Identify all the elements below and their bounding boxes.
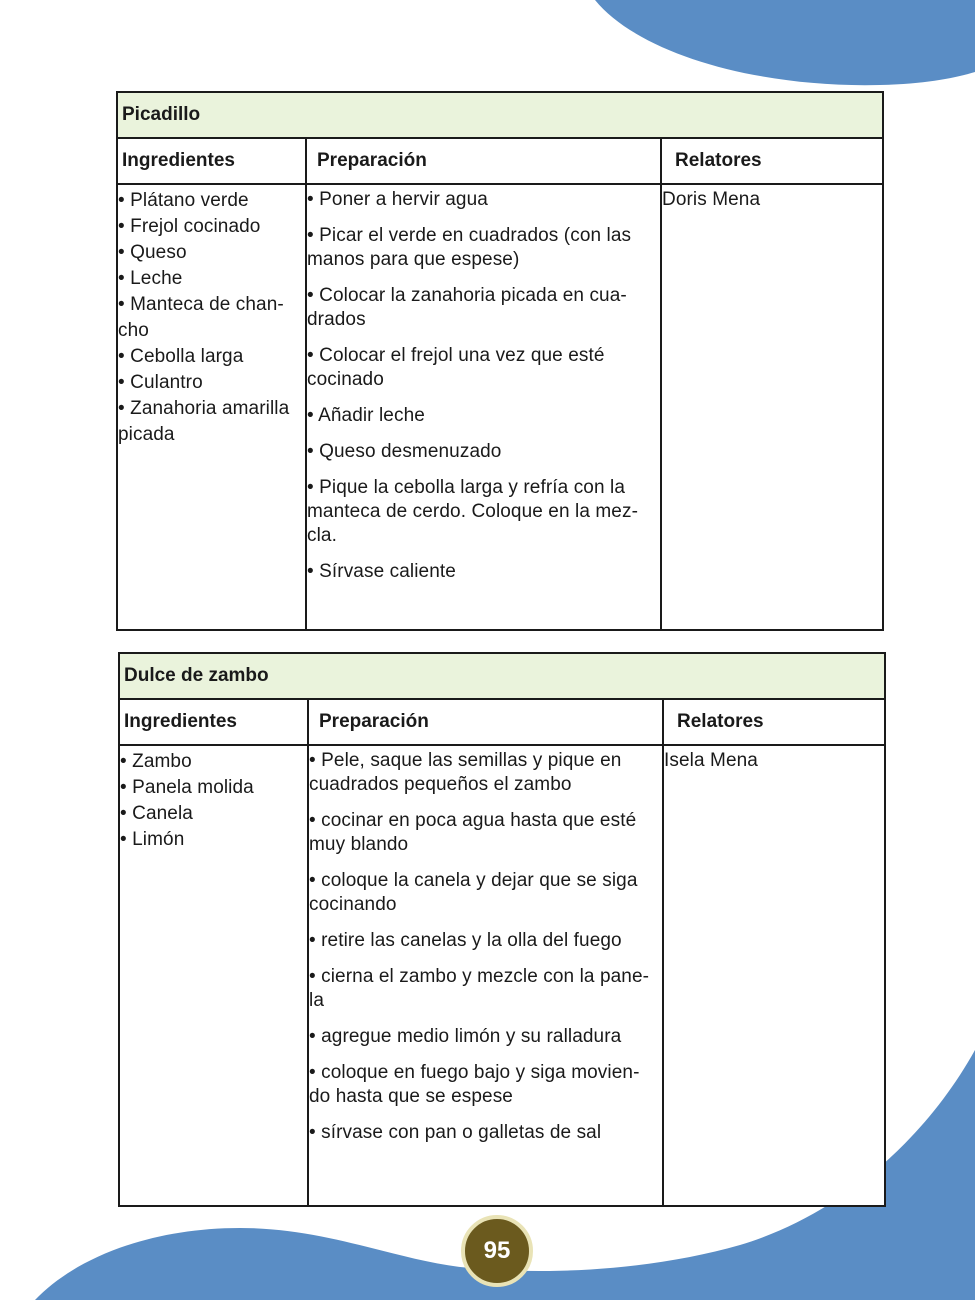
ingredients-list [118, 185, 305, 448]
ingredient-item: • Manteca de chan-cho [118, 294, 284, 341]
preparation-steps [309, 746, 662, 1145]
preparation-cell [306, 184, 661, 630]
preparation-step: • Pele, saque las semillas y pique en cuadrados pequeños el zambo [309, 750, 622, 795]
recipe-table-picadillo [116, 91, 884, 631]
preparation-step: • Sírvase caliente [307, 561, 456, 582]
preparation-step: • agregue medio limón y su ralladura [309, 1026, 622, 1047]
preparation-step: • Picar el verde en cuadrados (con las manos para que espese) [307, 225, 632, 270]
preparation-step: • retire las canelas y la olla del fuego [309, 930, 622, 951]
preparation-step: • Poner a hervir agua [307, 189, 488, 210]
ingredient-item: • Leche [118, 268, 183, 289]
narrator-name: Doris Mena [662, 189, 761, 210]
preparation-cell [308, 745, 663, 1206]
ingredients-list [120, 746, 307, 853]
ingredient-item: • Culantro [118, 372, 203, 393]
preparation-step: • sírvase con pan o galletas de sal [309, 1122, 602, 1143]
recipe-table-dulce-de-zambo [118, 652, 886, 1207]
recipe-title: Picadillo [117, 92, 883, 138]
preparation-step: • Colocar el frejol una vez que esté cocinado [307, 345, 605, 390]
narrators-header: Relatores [663, 699, 885, 745]
narrators-header: Relatores [661, 138, 883, 184]
preparation-step: • Pique la cebolla larga y refría con la manteca de cerdo. Coloque en la mez-cla. [307, 477, 639, 546]
ingredient-item: • Panela molida [120, 777, 254, 798]
ingredient-item: • Plátano verde [118, 190, 249, 211]
ingredient-item: • Limón [120, 829, 185, 850]
preparation-step: • Queso desmenuzado [307, 441, 502, 462]
ingredients-cell [117, 184, 306, 630]
ingredients-header: Ingredientes [119, 699, 308, 745]
ingredient-item: • Queso [118, 242, 187, 263]
preparation-header: Preparación [306, 138, 661, 184]
top-right-wave [595, 0, 975, 85]
preparation-step: • Añadir leche [307, 405, 425, 426]
page-number-badge: 95 [461, 1215, 533, 1287]
preparation-steps [307, 185, 660, 584]
recipe-title: Dulce de zambo [119, 653, 885, 699]
preparation-step: • cocinar en poca agua hasta que esté muy blando [309, 810, 637, 855]
preparation-header: Preparación [308, 699, 663, 745]
preparation-step: • Colocar la zanahoria picada en cua-drados [307, 285, 627, 330]
ingredient-item: • Canela [120, 803, 193, 824]
preparation-step: • cierna el zambo y mezcle con la pane-la [309, 966, 650, 1011]
ingredient-item: • Cebolla larga [118, 346, 244, 367]
ingredient-item: • Zambo [120, 751, 192, 772]
narrator-name: Isela Mena [664, 750, 758, 771]
preparation-step: • coloque la canela y dejar que se siga cocinando [309, 870, 638, 915]
narrators-cell [663, 745, 885, 1206]
ingredient-item: • Zanahoria amarilla picada [118, 398, 290, 445]
preparation-step: • coloque en fuego bajo y siga movien-do hasta que se espese [309, 1062, 640, 1107]
narrators-cell [661, 184, 883, 630]
ingredients-cell [119, 745, 308, 1206]
ingredients-header: Ingredientes [117, 138, 306, 184]
ingredient-item: • Frejol cocinado [118, 216, 261, 237]
